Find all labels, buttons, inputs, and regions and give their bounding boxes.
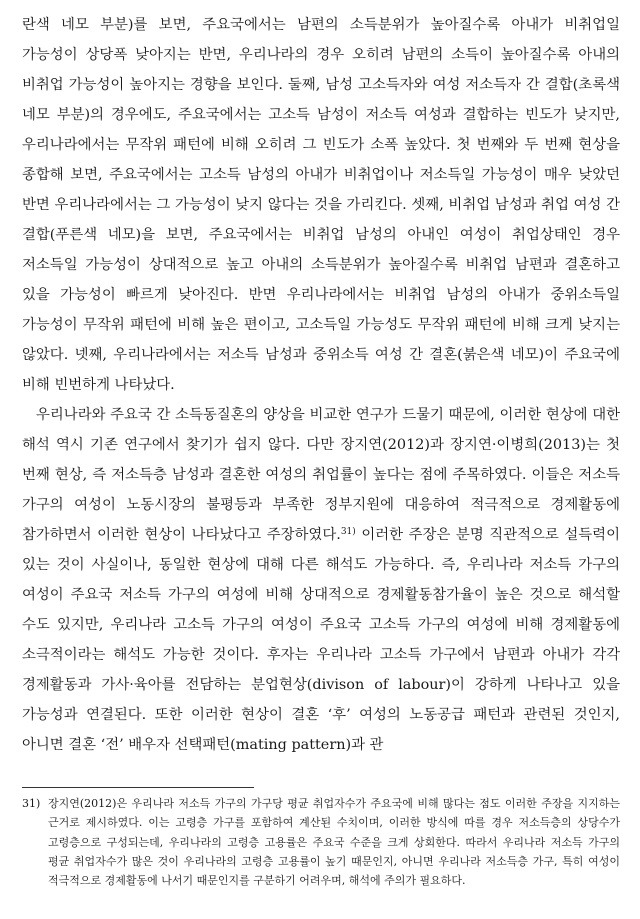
footnote-reference[interactable]: 31) bbox=[340, 527, 356, 537]
footnote bbox=[22, 794, 620, 890]
body-paragraph: 란색 네모 부분)를 보면, 주요국에서는 남편의 소득분위가 높아질수록 아내가 비취업일 가능성이 상당폭 낮아지는 반면, 우리나라의 경우 오히려 남편의 소득이 높아질수록 아내의 비취업 가능성이 높아지는 경향을 보인다. 둘째, 남성 고소득자와 여성 저소득자 간 결합(초록색 네모 부분)의 경우에도, 주요국에서는 고소득 남성이 저소득 여성과 결합하는 빈도가 낮지만, 우리나라에서는 무작위 패턴에 비해 오히려 그 빈도가 소폭 높았다. 첫 번째와 두 번째 현상을 종합해 보면, 주요국에서는 고소득 남성의 아내가 비취업이나 저소득일 가능성이 매우 낮았던 반면 우리나라에서는 그 가능성이 낮지 않다는 것을 가리킨다. 셋째, 비취업 남성과 취업 여성 간 결합(푸른색 네모)을 보면, 주요국에서는 비취업 남성의 아내인 여성이 취업상태인 경우 저소득일 가능성이 상대적으로 높고 아내의 소득분위가 높아질수록 비취업 남편과 결혼하고 있을 가능성이 빠르게 낮아진다. 반면 우리나라에서는 비취업 남성의 아내가 중위소득일 가능성이 무작위 패턴에 비해 높은 편이고, 고소득일 가능성도 무작위 패턴에 비해 크게 낮지는 않았다. 넷째, 우리나라에서는 저소득 남성과 중위소득 여성 간 결혼(붉은색 네모)이 주요국에 비해 빈번하게 나타났다. bbox=[22, 17, 620, 393]
footnote-number: 31) bbox=[22, 797, 41, 810]
body-paragraph-text-continued: 이러한 주장은 분명 직관적으로 설득력이 있는 것이 사실이나, 동일한 현상에 대해 다른 해석도 가능하다. 즉, 우리나라 저소득 가구의 여성이 주요국 저소득 가구의 여성에 비해 상대적으로 경제활동참가율이 높은 것으로 해석할 수도 있지만, 우리나라 고소득 가구의 여성이 주요국 고소득 가구의 여성에 비해 경제활동에 소극적이라는 해석도 가능한 것이다. 후자는 우리나라 고소득 가구에서 남편과 아내가 각각 경제활동과 가사·육아를 전담하는 분업현상(divison of labour)이 강하게 나타나고 있을 가능성과 연결된다. 또한 이러한 현상이 결혼 ‘후’ 여성의 노동공급 패턴과 관련된 것인지, 아니면 결혼 ‘전’ 배우자 선택패턴(mating pattern)과 관 bbox=[22, 527, 620, 753]
footnote-text: 장지연(2012)은 우리나라 저소득 가구의 가구당 평균 취업자수가 주요국에 비해 많다는 점도 이러한 주장을 지지하는 근거로 제시하였다. 이는 고령층 가구를 포함하여 계산된 수치이며, 이러한 방식에 따를 경우 저소득층의 상당수가 고령층으로 구성되는데, 우리나라의 고령층 고용률은 주요국 수준을 크게 상회한다. 따라서 우리나라 저소득 가구의 평균 취업자수가 많은 것이 우리나라의 고령층 고용률이 높기 때문인지, 아니면 우리나라 저소득층 가구, 특히 여성이 적극적으로 경제활동에 나서기 때문인지를 구분하기 어려우며, 해석에 주의가 필요하다. bbox=[48, 797, 620, 888]
document-body bbox=[22, 10, 620, 760]
body-paragraph-with-footnote bbox=[22, 400, 620, 760]
footnote-separator bbox=[22, 787, 254, 788]
body-paragraph-text: 우리나라와 주요국 간 소득동질혼의 양상을 비교한 연구가 드물기 때문에, 이러한 현상에 대한 해석 역시 기존 연구에서 찾기가 쉽지 않다. 다만 장지연(2012)과 장지연·이병희(2013)는 첫 번째 현상, 즉 저소득층 남성과 결혼한 여성의 취업률이 높다는 점에 주목하였다. 이들은 저소득 가구의 여성이 노동시장의 불평등과 부족한 정부지원에 대응하여 적극적으로 경제활동에 참가하면서 이러한 현상이 나타났다고 주장하였다. bbox=[22, 407, 620, 543]
